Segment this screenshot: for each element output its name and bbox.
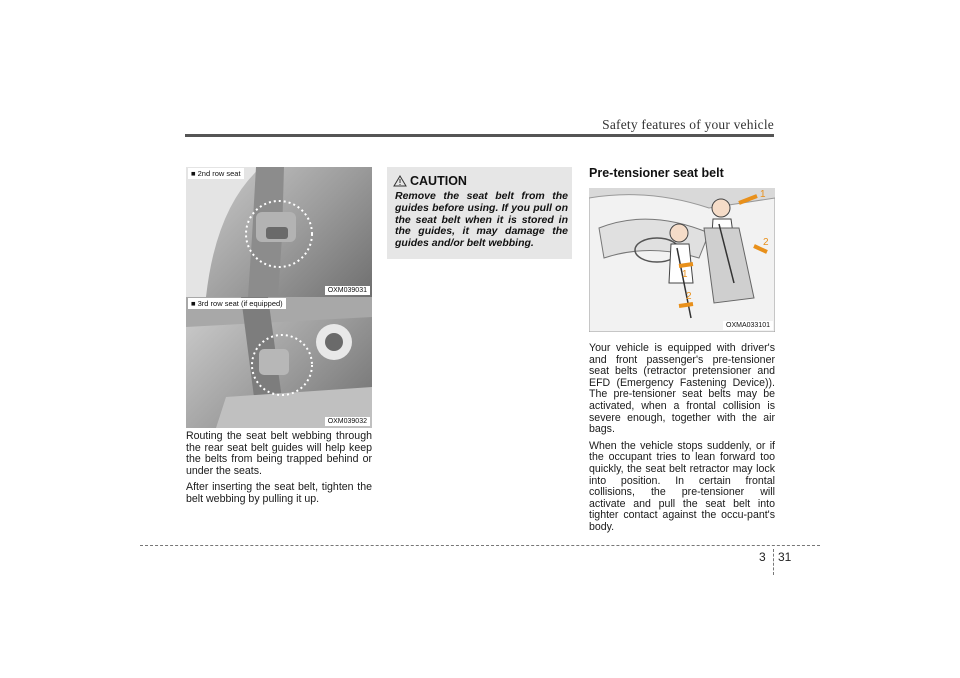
car-interior-illustration	[589, 188, 775, 332]
right-body-text	[589, 343, 775, 539]
photo-3rd-row-seat	[186, 297, 372, 428]
caution-text: Remove the seat belt from the guides before using. If you pull on the seat belt when it is stored in the guides, it may damage the guides and/or belt webbing.	[395, 190, 568, 250]
warning-triangle-icon	[393, 175, 407, 187]
caution-title: CAUTION	[410, 174, 467, 188]
photo-code: OXM039031	[325, 286, 370, 295]
diagram-label: 1	[682, 269, 688, 280]
photo-code: OXM039032	[325, 417, 370, 426]
section-heading: Pre-tensioner seat belt	[589, 166, 724, 180]
header-title: Safety features of your vehicle	[602, 117, 774, 132]
seat-belt-guide-illustration	[186, 167, 372, 297]
paragraph: When the vehicle stops suddenly, or if the occupant tries to lean forward too quickly, the seat belt retractor may lock into position. In certain frontal collisions, the pre-tensioner will activate and pull the seat belt into tighter contact against the occu-pant's body.	[589, 439, 775, 533]
pretensioner-diagram	[589, 188, 775, 332]
diagram-label: 1	[760, 189, 766, 200]
photo-caption: ■ 3rd row seat (if equipped)	[188, 298, 286, 309]
photo-caption: ■ 2nd row seat	[188, 168, 244, 179]
footer-rule	[140, 545, 820, 546]
page-number: 31	[778, 550, 792, 564]
paragraph: After inserting the seat belt, tighten the belt webbing by pulling it up.	[186, 481, 372, 505]
diagram-label: 2	[686, 291, 692, 302]
diagram-code: OXMA033101	[723, 321, 773, 330]
photo-2nd-row-seat	[186, 167, 372, 297]
chapter-number: 3	[759, 550, 766, 564]
diagram-label: 2	[763, 237, 769, 248]
paragraph: Your vehicle is equipped with driver's and front passenger's pre-tensioner seat belts (retractor pretensioner and EFD (Emergency Fastening Device)). The pre-tensioner seat belts may be activated, when a frontal collision is severe enough, together with the air bags.	[589, 342, 775, 436]
page-divider	[773, 549, 774, 575]
seat-belt-guide-illustration	[186, 297, 372, 428]
left-body-text	[186, 431, 372, 511]
header-rule	[185, 134, 774, 137]
paragraph: Routing the seat belt webbing through the rear seat belt guides will help keep the belts from being trapped behind or under the seats.	[186, 430, 372, 477]
